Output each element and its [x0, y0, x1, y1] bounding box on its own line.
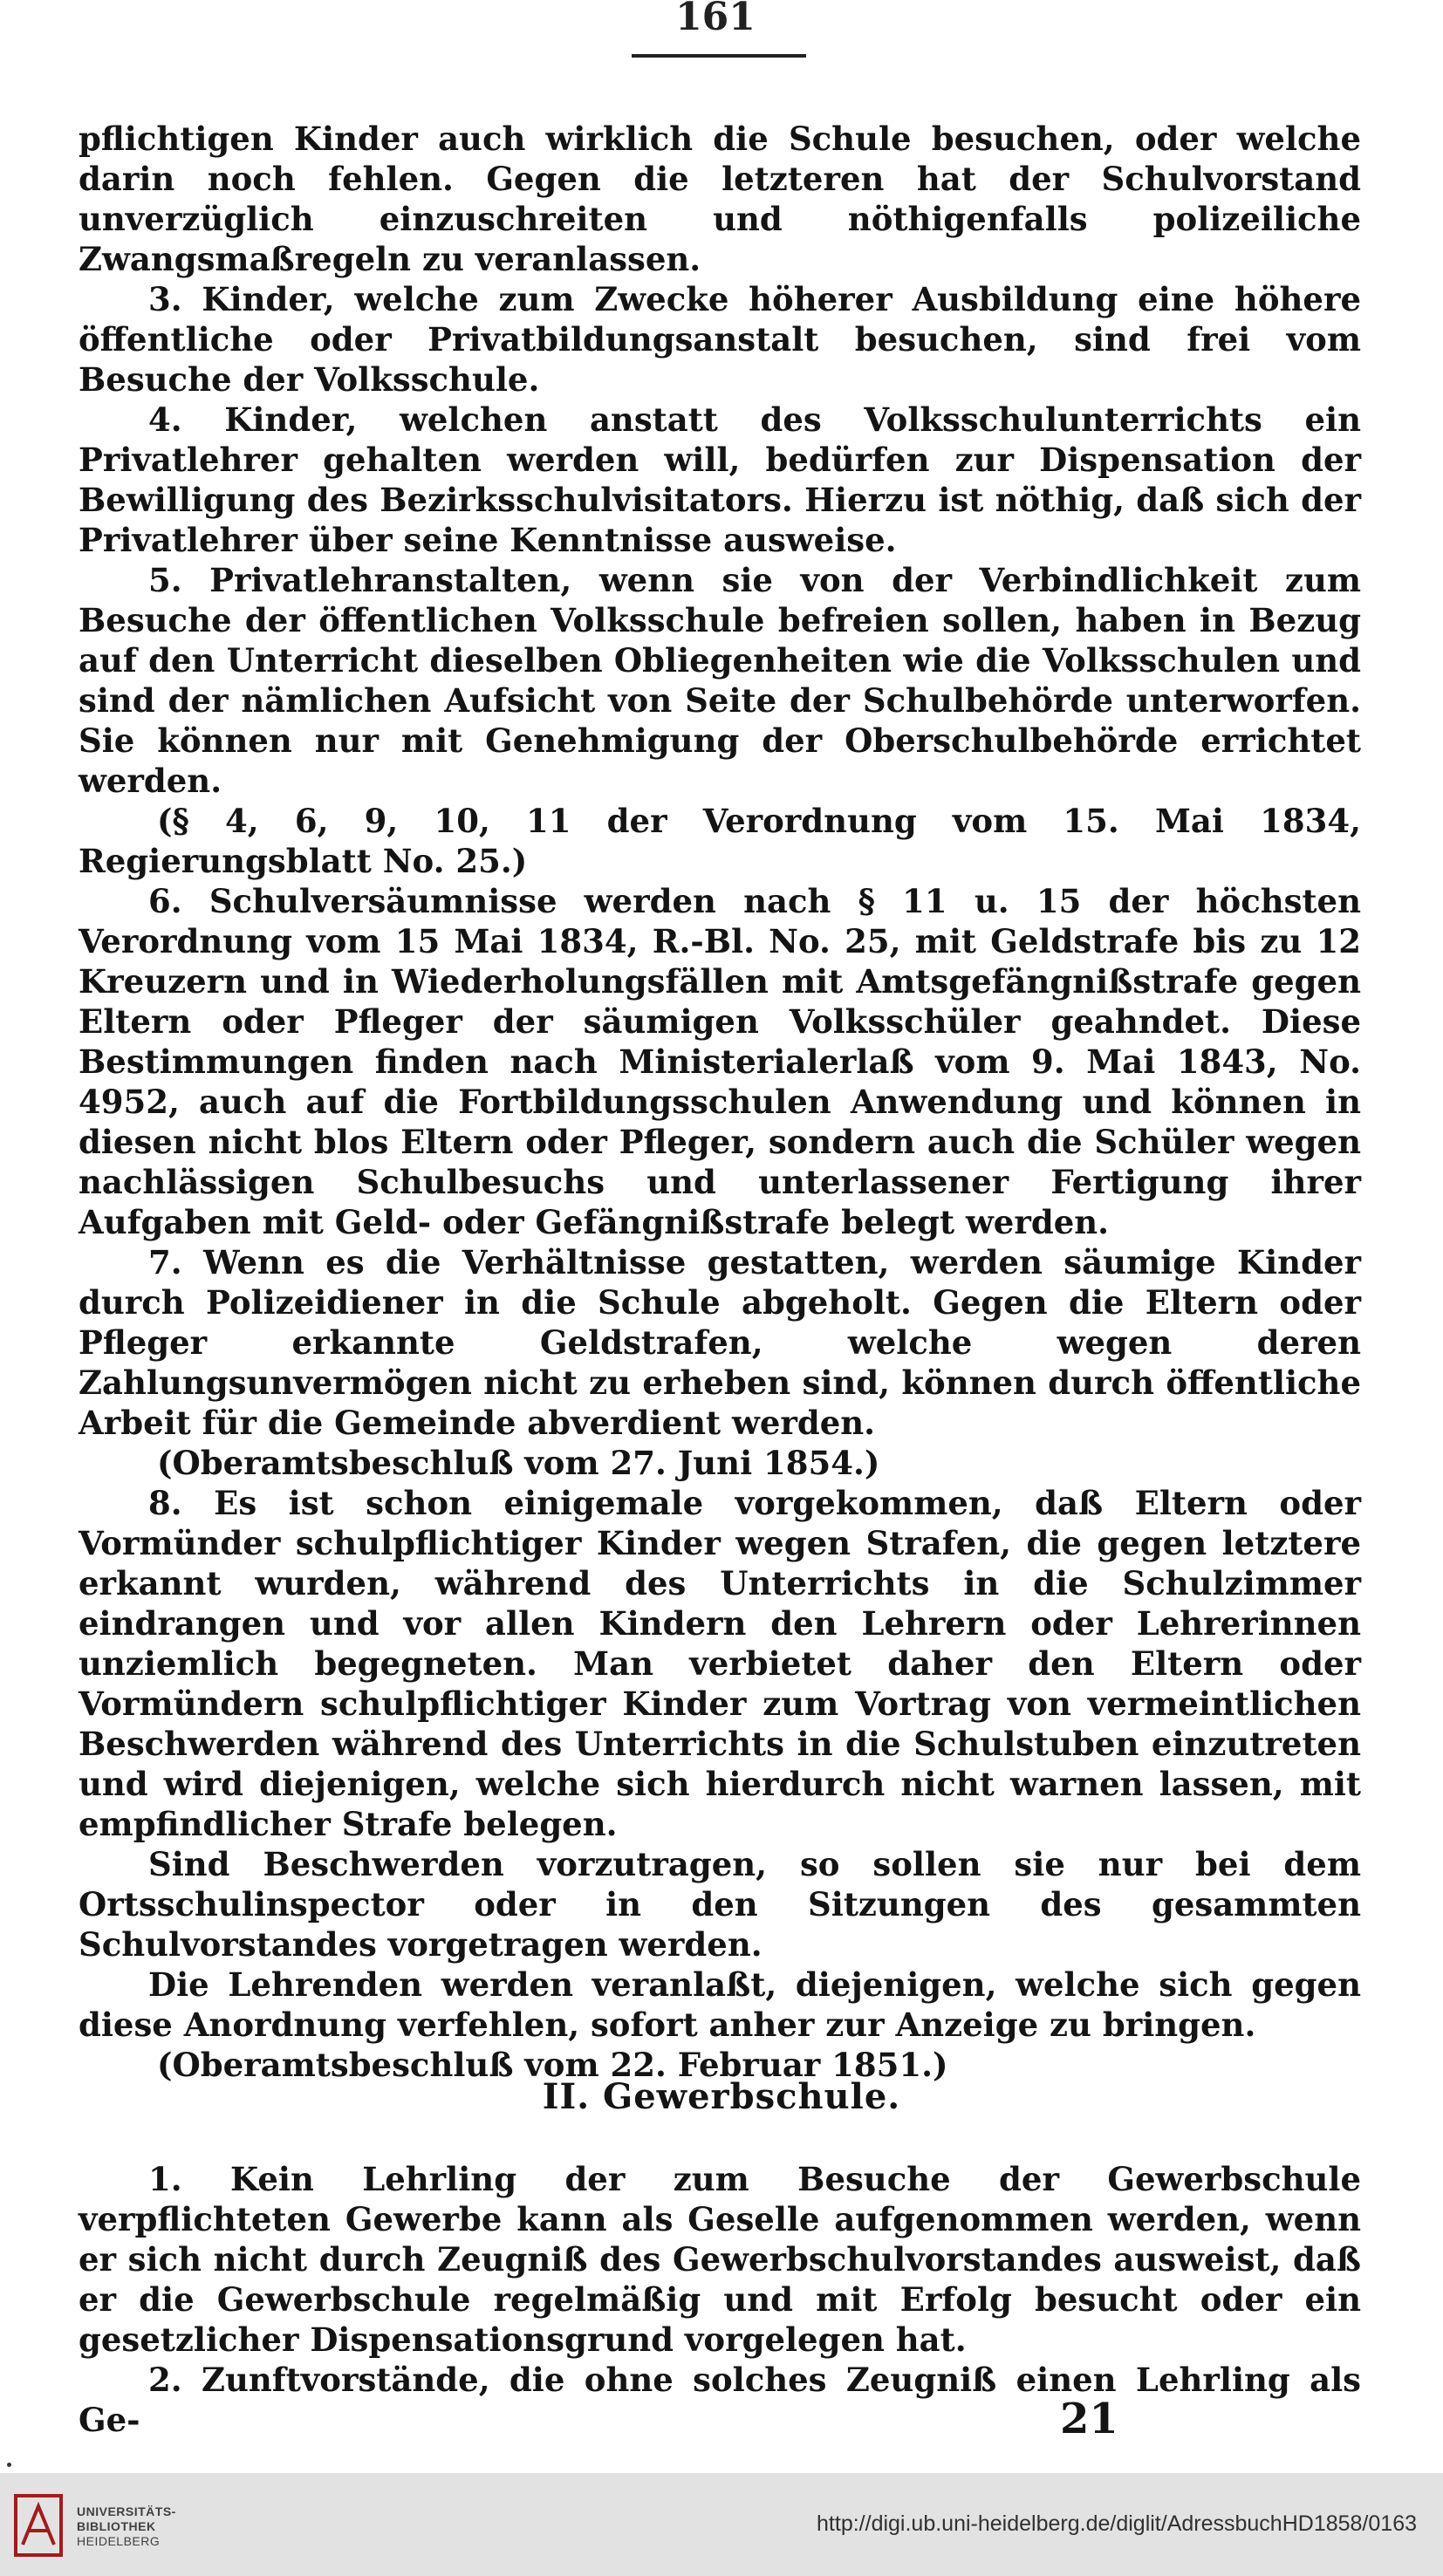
paragraph-item-4: 4. Kinder, welchen anstatt des Volksschulunterrichts ein Privatlehrer gehalten werden will, bedürfen zur Dispensation der Bewilligung des Bezirksschulvisitators. Hierzu ist nöthig, daß sich der Privatlehrer über seine Kenntnisse ausweise. — [79, 400, 1361, 559]
library-logo-text — [77, 2504, 176, 2549]
paragraph-item-6: 6. Schulversäumnisse werden nach § 11 u. 15 der höchsten Verordnung vom 15 Mai 1834, R.-Bl. No. 25, mit Geldstrafe bis zu 12 Kreuzern und in Wiederholungsfällen mit Amtsgefängnißstrafe gegen Eltern oder Pfleger der säumigen Volksschüler geahndet. Diese Bestimmungen finden nach Ministerialerlaß vom 9. Mai 1843, No. 4952, auch auf die Fortbildungsschulen Anwendung und können in diesen nicht blos Eltern oder Pfleger, sondern auch die Schüler wegen nachlässigen Schulbesuchs und unterlassener Fertigung ihrer Aufgaben mit Geld- oder Gefängnißstrafe belegt werden. — [79, 882, 1361, 1241]
paragraph-item-3: 3. Kinder, welche zum Zwecke höherer Ausbildung eine höhere öffentliche oder Privatbildungsanstalt besuchen, sind frei vom Besuche der Volksschule. — [79, 280, 1361, 399]
source-url-link[interactable]: http://digi.ub.uni-heidelberg.de/diglit/AdressbuchHD1858/0163 — [817, 2511, 1417, 2536]
section-body-text — [79, 2159, 1361, 2440]
section-paragraph-1: 1. Kein Lehrling der zum Besuche der Gewerbschule verpflichteten Gewerbe kann als Geselle aufgenommen werden, wenn er sich nicht durch Zeugniß des Gewerbschulvorstandes ausweist, daß er die Gewerbschule regelmäßig und mit Erfolg besucht oder ein gesetzlicher Dispensationsgrund vorgelegen hat. — [79, 2160, 1361, 2359]
body-text — [79, 119, 1361, 2085]
reference-note-2: (Oberamtsbeschluß vom 27. Juni 1854.) — [157, 1444, 880, 1482]
logo-line-1: UNIVERSITÄTS- — [77, 2504, 176, 2518]
scan-mark — [7, 2463, 11, 2467]
paragraph-item-8: 8. Es ist schon einigemale vorgekommen, daß Eltern oder Vormünder schulpflichtiger Kinder wegen Strafen, die gegen letztere erkannt wurden, während des Unterrichts in die Schulzimmer eindrangen und vor allen Kindern den Lehrern oder Lehrerinnen unziemlich begegneten. Man verbietet daher den Eltern oder Vormündern schulpflichtiger Kinder zum Vortrag von vermeintlichen Beschwerden während des Unterrichts in die Schulstuben einzutreten und wird diejenigen, welche sich hierdurch nicht warnen lassen, mit empfindlicher Strafe belegen. — [79, 1484, 1361, 1843]
sheet-number: 21 — [1060, 2395, 1118, 2443]
reference-note-1: (§ 4, 6, 9, 10, 11 der Verordnung vom 15. Mai 1834, Regierungsblatt No. 25.) — [79, 802, 1361, 880]
logo-line-3: HEIDELBERG — [77, 2534, 161, 2548]
paragraph-complaints: Sind Beschwerden vorzutragen, so sollen sie nur bei dem Ortsschulinspector oder in den Sitzungen des gesammten Schulvorstandes vorgetragen werden. — [79, 1845, 1361, 1964]
paragraph-1: pflichtigen Kinder auch wirklich die Schule besuchen, oder welche darin noch fehlen. Gegen die letzteren hat der Schulvorstand unverzüglich einzuschreiten und nöthigenfalls polizeiliche Zwangsmaßregeln zu veranlassen. — [79, 120, 1361, 278]
logo-line-2: BIBLIOTHEK — [77, 2519, 156, 2533]
section-heading: II. Gewerbschule. — [542, 2076, 901, 2117]
section-paragraph-2: 2. Zunftvorstände, die ohne solches Zeugniß einen Lehrling als Ge- — [79, 2361, 1361, 2439]
reference-note-3: (Oberamtsbeschluß vom 22. Februar 1851.) — [157, 2046, 948, 2084]
paragraph-item-5: 5. Privatlehranstalten, wenn sie von der Verbindlichkeit zum Besuche der öffentlichen Volksschule befreien sollen, haben in Bezug auf den Unterricht dieselben Obliegenheiten wie die Volksschulen und sind der nämlichen Aufsicht von Seite der Schulbehörde unterworfen. Sie können nur mit Genehmigung der Oberschulbehörde errichtet werden. — [79, 561, 1361, 800]
paragraph-teachers: Die Lehrenden werden veranlaßt, diejenigen, welche sich gegen diese Anordnung verfehlen, sofort anher zur Anzeige zu bringen. — [79, 1965, 1361, 2044]
paragraph-item-7: 7. Wenn es die Verhältnisse gestatten, werden säumige Kinder durch Polizeidiener in die Schule abgeholt. Gegen die Eltern oder Pfleger erkannte Geldstrafen, welche wegen deren Zahlungsunvermögen nicht zu erheben sind, können durch öffentliche Arbeit für die Gemeinde abverdient werden. — [79, 1243, 1361, 1442]
footer-bar — [0, 2473, 1443, 2576]
page-number: 161 — [675, 0, 756, 31]
library-logo-icon[interactable] — [12, 2491, 65, 2560]
header-rule — [632, 54, 806, 58]
